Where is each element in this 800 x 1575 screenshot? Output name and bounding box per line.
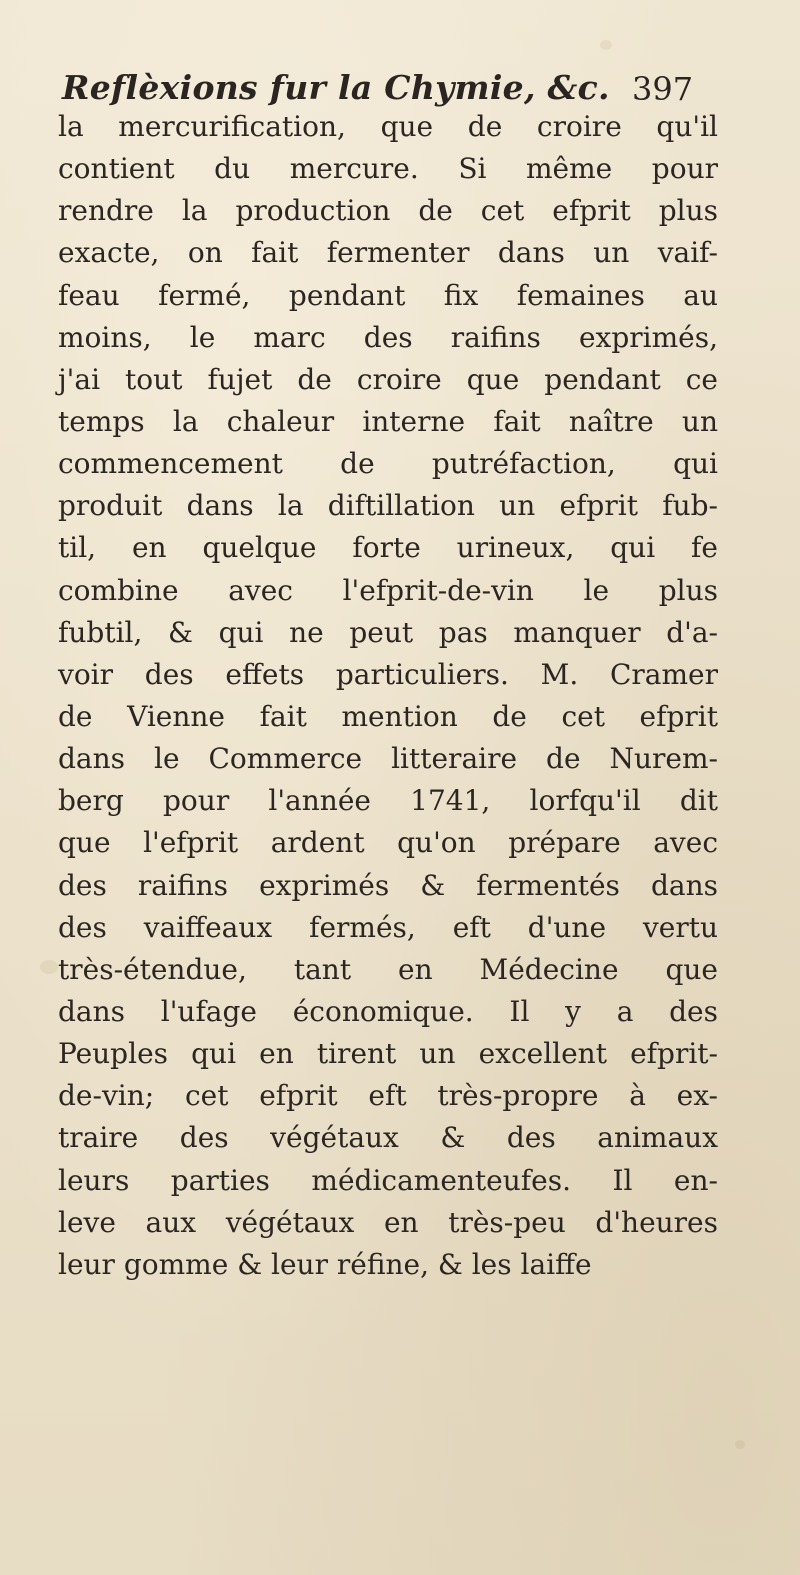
text-line: voir des effets particuliers. M. Cramer <box>58 657 718 691</box>
paper-stain <box>40 960 58 974</box>
text-line: traire des végétaux & des animaux <box>58 1121 718 1155</box>
paper-stain <box>600 40 612 50</box>
text-line: rendre la production de cet efprit plus <box>58 194 718 228</box>
text-line: leur gomme & leur réfine, & les laiffe <box>58 1247 592 1281</box>
text-line: que l'efprit ardent qu'on prépare avec <box>58 826 718 860</box>
text-line: temps la chaleur interne fait naître un <box>58 404 718 438</box>
text-line: dans le Commerce litteraire de Nurem- <box>58 742 718 776</box>
text-line: fubtil, & qui ne peut pas manquer d'a- <box>58 615 718 649</box>
text-line: til, en quelque forte urineux, qui fe <box>58 531 718 565</box>
text-line: berg pour l'année 1741, lorfqu'il dit <box>58 784 718 818</box>
text-line: produit dans la diftillation un efprit fub- <box>58 489 718 523</box>
text-line: la mercurification, que de croire qu'il <box>58 110 718 143</box>
text-line: commencement de putréfaction, qui <box>58 447 718 481</box>
text-line: très-étendue, tant en Médecine que <box>58 952 718 986</box>
text-line: contient du mercure. Si même pour <box>58 152 718 186</box>
text-line: des vaiffeaux fermés, eft d'une vertu <box>58 910 718 944</box>
text-line: dans l'ufage économique. Il y a des <box>58 994 718 1028</box>
text-line: de Vienne fait mention de cet efprit <box>58 699 718 733</box>
text-line: leve aux végétaux en très-peu d'heures <box>58 1205 718 1239</box>
body-text <box>58 106 718 1286</box>
text-line: feau fermé, pendant fix femaines au <box>58 278 718 312</box>
text-line: des raifins exprimés & fermentés dans <box>58 868 718 902</box>
text-line: j'ai tout fujet de croire que pendant ce <box>58 362 718 396</box>
text-line: de-vin; cet efprit eft très-propre à ex- <box>58 1079 718 1113</box>
text-line: Peuples qui en tirent un excellent efprit- <box>58 1037 718 1071</box>
text-line: leurs parties médicamenteufes. Il en- <box>58 1163 718 1197</box>
text-line: moins, le marc des raifins exprimés, <box>58 320 718 354</box>
running-title: Reflèxions fur la Chymie, &c. <box>62 68 610 107</box>
text-line: combine avec l'efprit-de-vin le plus <box>58 573 718 607</box>
paper-stain <box>735 1440 745 1449</box>
text-line: exacte, on fait fermenter dans un vaif- <box>58 236 718 270</box>
page-number: 397 <box>632 70 694 108</box>
